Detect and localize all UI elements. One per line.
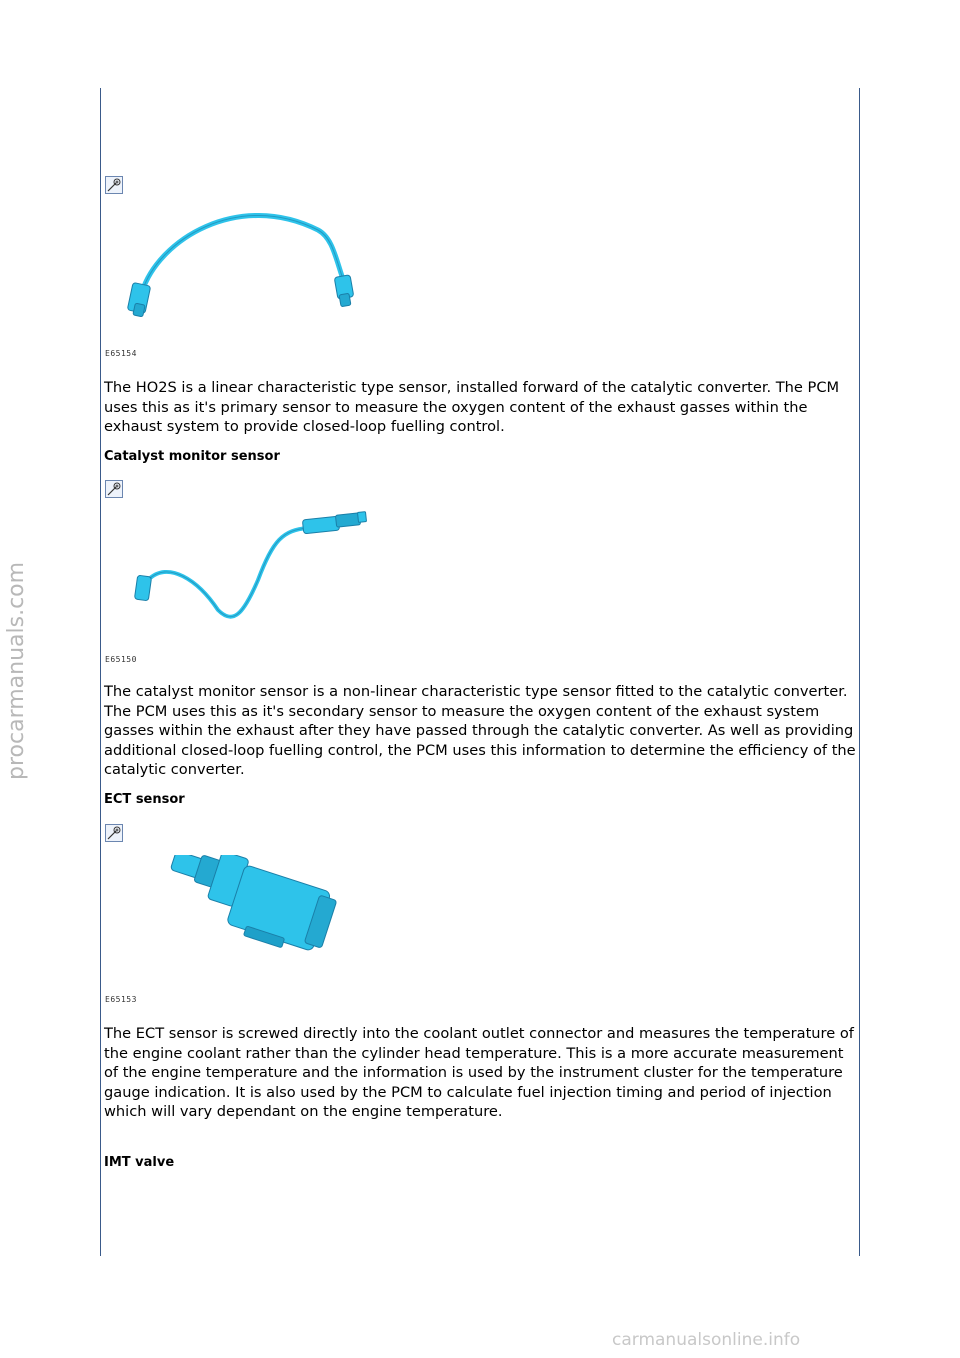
left-margin-rule [100,88,101,1256]
zoom-icon[interactable] [105,824,123,842]
ect-heading: ECT sensor [104,792,185,807]
ect-description: The ECT sensor is screwed directly into the coolant outlet connector and measures the temperature of the engine coolant rather than the cylinder head temperature. This is a more accurate measurement of the engine temperature and the information is used by the instrument cluster for the temperature gauge indication. It is also used by the PCM to calculate fuel injection timing and period of injection which will vary dependant on the engine temperature. [104,1025,854,1120]
zoom-icon[interactable] [105,480,123,498]
imt-heading: IMT valve [104,1155,175,1170]
figure-code: E65153 [105,995,137,1004]
side-watermark: procarmanuals.com [4,561,29,780]
catalyst-heading: Catalyst monitor sensor [104,449,280,464]
bottom-watermark: carmanualsonline.info [612,1330,801,1350]
figure-code: E65150 [105,655,137,664]
zoom-icon[interactable] [105,176,123,194]
ho2s-sensor-image [118,200,378,330]
ect-sensor-image [118,855,358,985]
ho2s-description: The HO2S is a linear characteristic type sensor, installed forward of the catalytic converter. The PCM uses this as it's primary sensor to measure the oxygen content of the exhaust gasses within the exhaust system to provide closed-loop fuelling control. [104,379,840,435]
catalyst-sensor-image [118,500,378,640]
right-margin-rule [859,88,860,1256]
figure-code: E65154 [105,349,137,358]
catalyst-description: The catalyst monitor sensor is a non-linear characteristic type sensor fitted to the catalytic converter. The PCM uses this as it's secondary sensor to measure the oxygen content of the exhaust system gasses within the exhaust after they have passed through the catalytic converter. As well as providing additional closed-loop fuelling control, the PCM uses this information to determine the efficiency of the catalytic converter. [104,683,856,778]
